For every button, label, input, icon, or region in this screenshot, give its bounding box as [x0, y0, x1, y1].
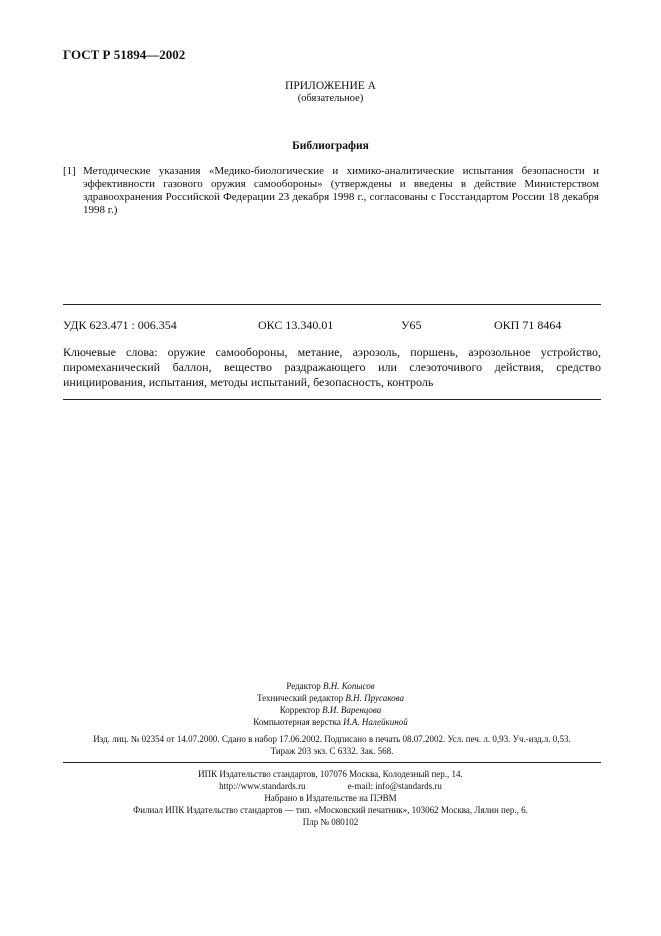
publisher-website-link[interactable]: http://www.standards.ru — [219, 781, 306, 791]
publisher-branch: Филиал ИПК Издательство стандартов — тип. «Московский печатник», 103062 Москва, Лялин пер., 6. — [133, 805, 528, 815]
divider-middle — [63, 399, 601, 400]
credit-name: В.Н. Прусакова — [345, 693, 405, 703]
oks-code: ОКС 13.340.01 — [258, 318, 334, 332]
publisher-typeset-note: Набрано в Издательстве на ПЭВМ — [264, 793, 397, 803]
publisher-email-link[interactable]: e-mail: info@standards.ru — [347, 781, 442, 791]
udc-code: УДК 623.471 : 006.354 — [63, 318, 177, 332]
credit-role: Технический редактор — [256, 693, 344, 703]
publisher-block — [0, 768, 661, 828]
credit-name: И.А. Налейкиной — [343, 717, 408, 727]
bibliography-entry-text: Методические указания «Медико-биологические и химико-аналитические испытания безопасности и эффективности газового оружия самообороны» (утверждены и введены в действие Министерством здравоохранения Российской Федерации 23 декабря 1998 г., согласованы с Госстандартом России 18 декабря 1998 г.) — [83, 165, 599, 216]
appendix-title: ПРИЛОЖЕНИЕ А — [285, 80, 376, 92]
group-code: У65 — [401, 318, 422, 332]
credit-role: Редактор — [286, 681, 321, 691]
publisher-web-line — [0, 780, 661, 792]
divider-bottom — [63, 762, 601, 763]
bibliography-heading: Библиография — [292, 140, 369, 152]
bibliography-entry-number: [1] — [63, 165, 76, 177]
imprint-block — [63, 733, 601, 757]
keywords-paragraph: Ключевые слова: оружие самообороны, метание, аэрозоль, поршень, аэрозольное устройство, пиромеханический баллон, вещество раздражающего или слезоточивого действия, средство инициирования, испытания, методы испытаний, безопасность, контроль — [63, 345, 601, 389]
credit-name: В.Н. Копысов — [323, 681, 375, 691]
publisher-plr: Плр № 080102 — [302, 817, 359, 827]
bibliography-entry — [63, 165, 599, 217]
credit-line-proofreader — [0, 704, 661, 716]
credit-line-tech-editor — [0, 692, 661, 704]
credit-role: Компьютерная верстка — [253, 717, 341, 727]
credit-name: В.И. Варенцова — [322, 705, 382, 715]
okp-code: ОКП 71 8464 — [494, 318, 562, 332]
credit-line-editor — [0, 680, 661, 692]
divider-top — [63, 304, 601, 305]
credit-line-layout — [0, 716, 661, 728]
credits-block — [0, 680, 661, 728]
imprint-line-license: Изд. лиц. № 02354 от 14.07.2000. Сдано в набор 17.06.2002. Подписано в печать 08.07.2002. Усл. печ. л. 0,93. Уч.-изд.л. 0,53. — [93, 734, 571, 744]
document-id: ГОСТ Р 51894—2002 — [63, 47, 186, 62]
publisher-address: ИПК Издательство стандартов, 107076 Москва, Колодезный пер., 14. — [198, 769, 463, 779]
imprint-line-circulation: Тираж 203 экз. С 6332. Зак. 568. — [270, 746, 394, 756]
appendix-subtitle: (обязательное) — [297, 93, 364, 104]
credit-role: Корректор — [279, 705, 320, 715]
